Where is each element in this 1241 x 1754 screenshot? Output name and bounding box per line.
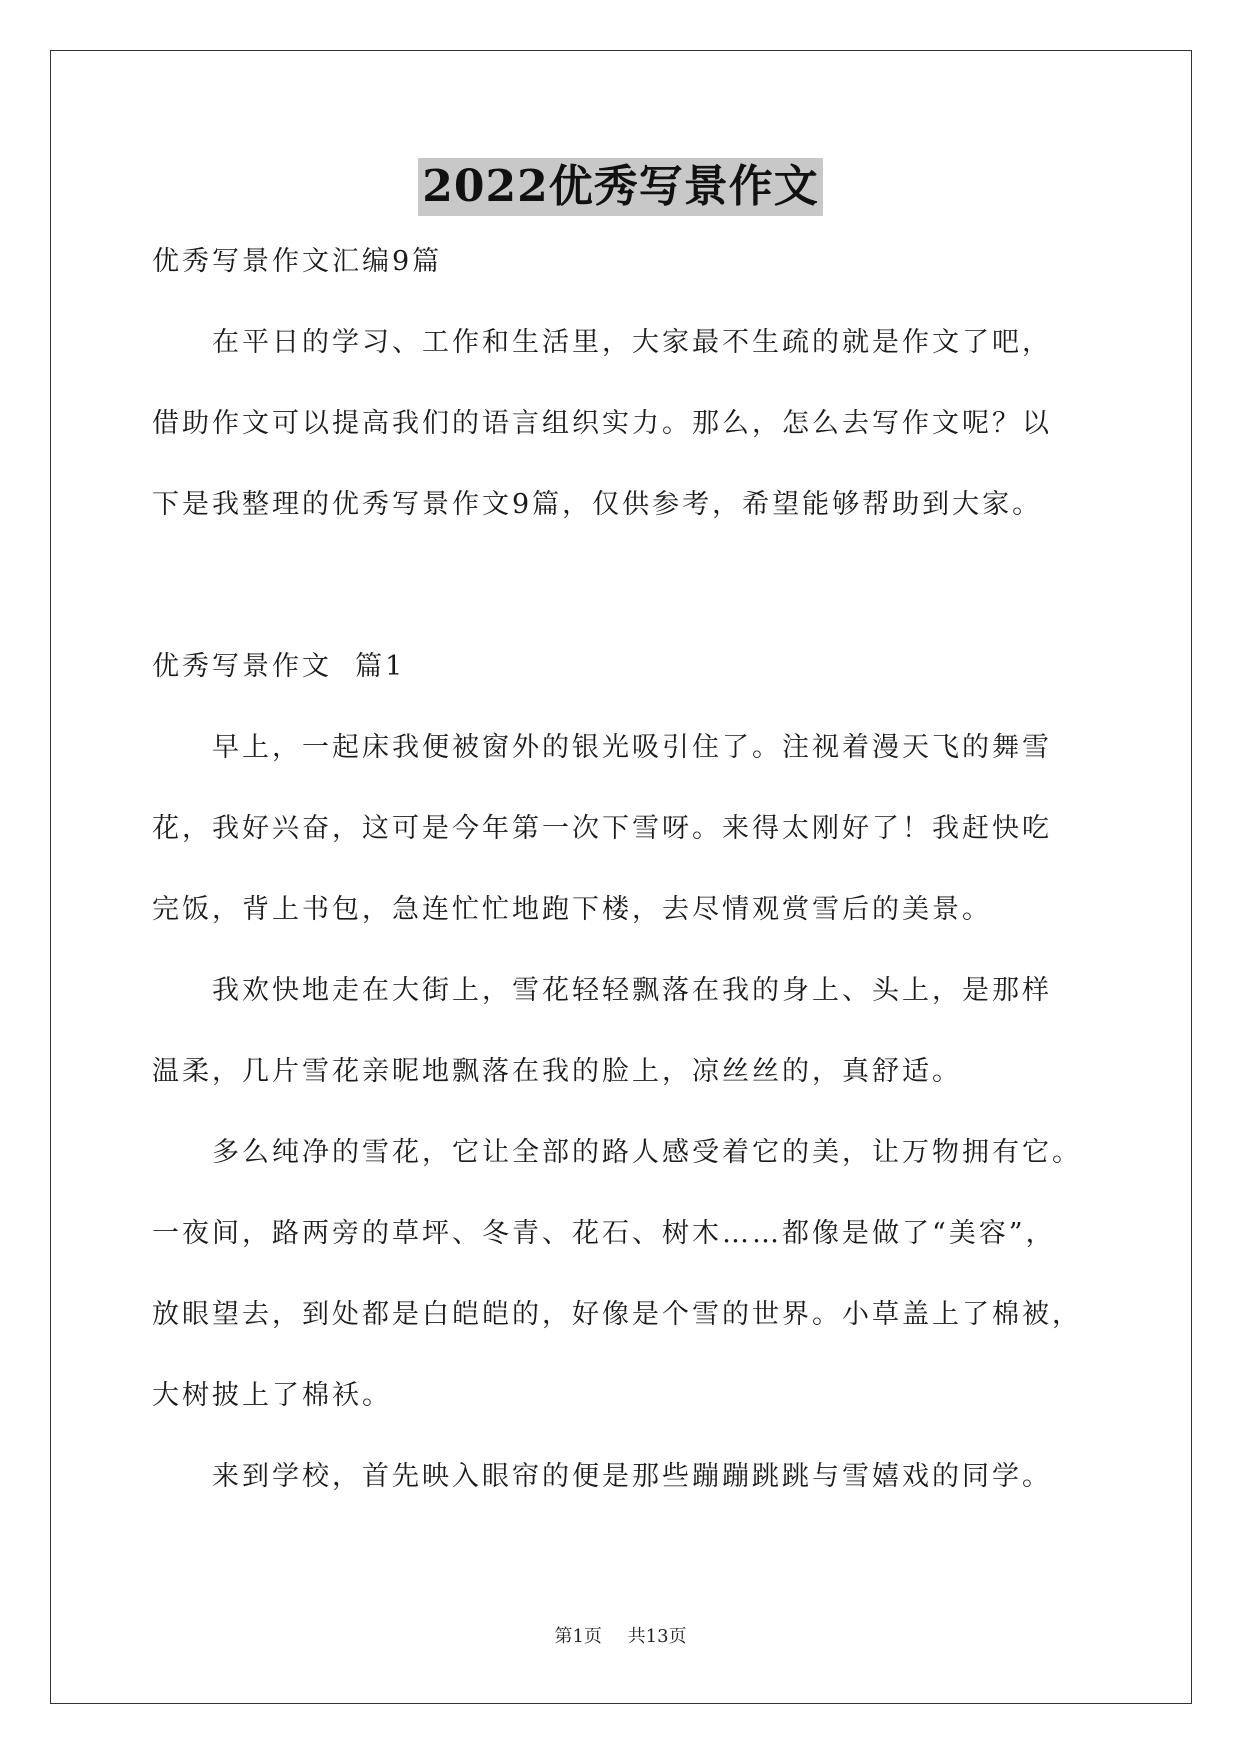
paragraph1-line-1: 早上，一起床我便被窗外的银光吸引住了。注视着漫天飞的舞雪	[212, 732, 1052, 763]
page-footer	[0, 1622, 1241, 1648]
document-body	[152, 232, 1092, 1528]
intro-line-2: 借助作文可以提高我们的语言组织实力。那么，怎么去写作文呢？以	[152, 408, 1052, 439]
paragraph1-line-3: 完饭，背上书包，急连忙忙地跑下楼，去尽情观赏雪后的美景。	[152, 894, 992, 925]
paragraph3-line-3: 放眼望去，到处都是白皑皑的，好像是个雪的世界。小草盖上了棉被，	[152, 1299, 1082, 1330]
title-wrap	[0, 158, 1241, 216]
paragraph3-line-1: 多么纯净的雪花，它让全部的路人感受着它的美，让万物拥有它。	[212, 1137, 1082, 1168]
page-number-total: 共13页	[627, 1626, 687, 1647]
intro-line-1: 在平日的学习、工作和生活里，大家最不生疏的就是作文了吧，	[212, 327, 1052, 358]
document-title: 2022优秀写景作文	[418, 158, 822, 216]
paragraph3-line-4: 大树披上了棉袄。	[152, 1380, 392, 1411]
paragraph3-line-2: 一夜间，路两旁的草坪、冬青、花石、树木……都像是做了“美容”，	[152, 1218, 1056, 1249]
paragraph1-line-2: 花，我好兴奋，这可是今年第一次下雪呀。来得太刚好了！我赶快吃	[152, 813, 1052, 844]
page-number-current: 第1页	[554, 1626, 602, 1647]
paragraph4-line-1: 来到学校，首先映入眼帘的便是那些蹦蹦跳跳与雪嬉戏的同学。	[212, 1461, 1052, 1492]
intro-line-3: 下是我整理的优秀写景作文9篇，仅供参考，希望能够帮助到大家。	[152, 489, 1043, 520]
section-gap	[152, 556, 1092, 637]
section-heading: 优秀写景作文 篇1	[152, 651, 406, 682]
document-subtitle: 优秀写景作文汇编9篇	[152, 246, 443, 277]
paragraph2-line-1: 我欢快地走在大街上，雪花轻轻飘落在我的身上、头上，是那样	[212, 975, 1052, 1006]
paragraph2-line-2: 温柔，几片雪花亲昵地飘落在我的脸上，凉丝丝的，真舒适。	[152, 1056, 962, 1087]
